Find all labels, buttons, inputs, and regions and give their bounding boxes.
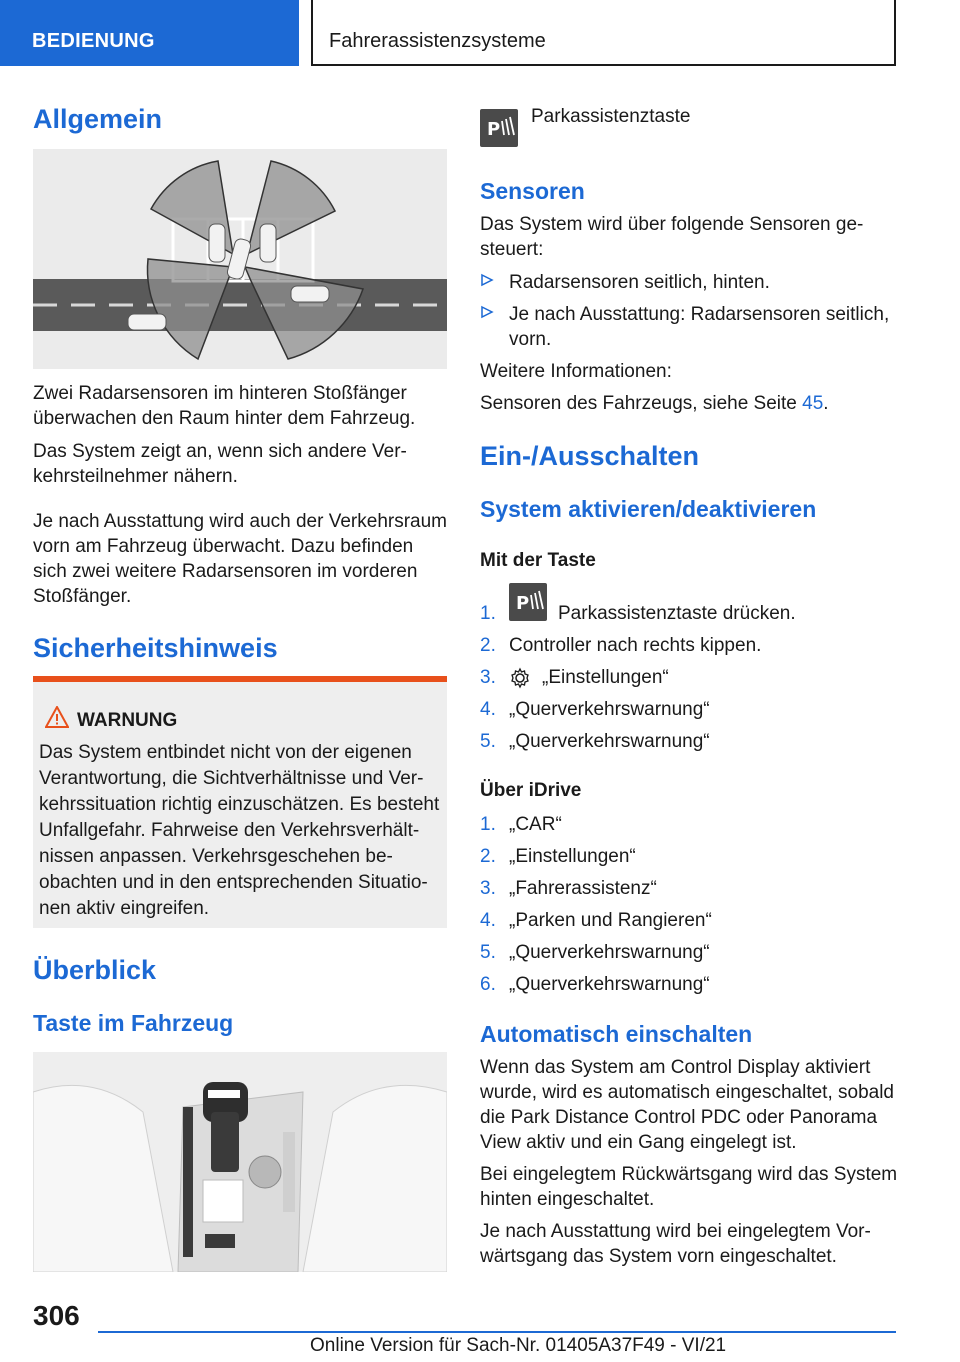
more-info-label: Weitere Informationen:	[480, 361, 672, 382]
radar-diagram	[33, 149, 447, 369]
step-text: „Parken und Rangieren“	[509, 910, 712, 931]
step-number: 4.	[480, 699, 496, 720]
auto-text-3: Je nach Ausstattung wird bei eingelegtem Vorwärtsgang das System vorn eingeschaltet.	[480, 1221, 871, 1267]
warning-title: WARNUNG	[77, 710, 178, 731]
allgemein-text-2: Das System zeigt an, wenn sich andere Verkehrsteilnehmer nähern.	[33, 441, 407, 487]
footer-version-text: Online Version für Sach-Nr. 01405A37F49 - VI/21	[310, 1335, 727, 1356]
heading-system-aktivieren: System aktivieren/deaktivieren	[480, 496, 817, 522]
allgemein-text-1: Zwei Radarsensoren im hinteren Stoßfänger überwachen den Raum hinter dem Fahrzeug.	[33, 383, 416, 429]
heading-taste-im-fahrzeug: Taste im Fahrzeug	[33, 1010, 234, 1036]
heading-automatisch-einschalten: Automatisch einschalten	[480, 1021, 753, 1047]
reference-text: Sensoren des Fahrzeugs, siehe Seite	[480, 393, 803, 414]
park-assist-label: Parkassistenztaste	[531, 106, 691, 127]
triangle-bullet-icon	[480, 273, 494, 287]
step-number: 3.	[480, 667, 496, 688]
heading-allgemein: Allgemein	[33, 104, 163, 134]
park-assist-icon	[509, 583, 547, 621]
step-number: 2.	[480, 635, 496, 656]
step-number: 6.	[480, 974, 496, 995]
allgemein-text-3: Je nach Ausstattung wird auch der Verkehrsraum vorn am Fahrzeug überwacht. Dazu befinden sich zwei weitere Radarsensoren im vorderen Stoßfänger.	[33, 511, 448, 607]
footer-divider	[98, 1331, 896, 1333]
reference-end: .	[823, 393, 829, 414]
park-assist-button-icon	[509, 583, 547, 621]
park-assist-icon	[480, 109, 518, 147]
heading-sensoren: Sensoren	[480, 178, 585, 204]
step-number: 1.	[480, 814, 496, 835]
step-number: 2.	[480, 846, 496, 867]
heading-ueberblick: Überblick	[33, 955, 157, 985]
step-text: „Einstellungen“	[542, 667, 669, 688]
heading-ein-ausschalten: Ein-/Ausschalten	[480, 441, 700, 471]
subheading-ueber-idrive: Über iDrive	[480, 780, 582, 801]
step-number: 3.	[480, 878, 496, 899]
svg-text:P: P	[516, 593, 530, 614]
warning-box	[33, 676, 447, 928]
step-number: 1.	[480, 603, 496, 624]
triangle-bullet-icon	[480, 305, 494, 319]
step-number: 5.	[480, 942, 496, 963]
step-text: Controller nach rechts kippen.	[509, 635, 762, 656]
auto-text-2: Bei eingelegtem Rückwärtsgang wird das System hinten eingeschaltet.	[480, 1164, 898, 1210]
step-text: „CAR“	[509, 814, 562, 835]
page-link-45[interactable]: 45	[802, 393, 824, 414]
page-number: 306	[33, 1300, 80, 1331]
console-photo	[33, 1052, 447, 1272]
step-text: „Einstellungen“	[509, 846, 636, 867]
sensor-reference	[480, 391, 898, 416]
step-number: 5.	[480, 731, 496, 752]
heading-sicherheitshinweis: Sicherheitshinweis	[33, 633, 278, 663]
step-text: „Querverkehrswarnung“	[509, 699, 710, 720]
step-text: „Querverkehrswarnung“	[509, 974, 710, 995]
section-tab: BEDIENUNG	[0, 0, 299, 66]
step-text: Parkassistenztaste drücken.	[558, 603, 796, 624]
svg-text:P: P	[487, 119, 501, 140]
step-text: „Querverkehrswarnung“	[509, 942, 710, 963]
auto-text-1: Wenn das System am Control Display aktiviert wurde, wird es automatisch eingeschaltet, sobald die Park Distance Control PDC oder Panorama View aktiv und ein Gang eingelegt ist.	[480, 1057, 895, 1153]
step-number: 4.	[480, 910, 496, 931]
gear-icon	[509, 667, 531, 689]
center-console-illustration	[33, 1052, 447, 1272]
warning-triangle-icon	[45, 706, 69, 728]
chapter-title: Fahrerassistenzsysteme	[311, 0, 896, 66]
step-text: „Querverkehrswarnung“	[509, 731, 710, 752]
bullet-text: Je nach Ausstattung: Radarsensoren seitlich, vorn.	[509, 304, 890, 350]
radar-illustration	[33, 149, 447, 369]
step-text: „Fahrerassistenz“	[509, 878, 657, 899]
warning-text: Das System entbindet nicht von der eigenen Verantwortung, die Sichtverhältnisse und Verkehrssituation richtig einzuschätzen. Es besteht Unfallgefahr. Fahrweise den Verkehrsverhältnissen anpassen. Verkehrsgeschehen beobachten und in den entsprechenden Situationen aktiv eingreifen.	[39, 742, 440, 919]
park-assist-button-icon	[480, 109, 518, 147]
sensoren-text: Das System wird über folgende Sensoren gesteuert:	[480, 214, 864, 260]
bullet-text: Radarsensoren seitlich, hinten.	[509, 272, 770, 293]
subheading-mit-der-taste: Mit der Taste	[480, 550, 596, 571]
